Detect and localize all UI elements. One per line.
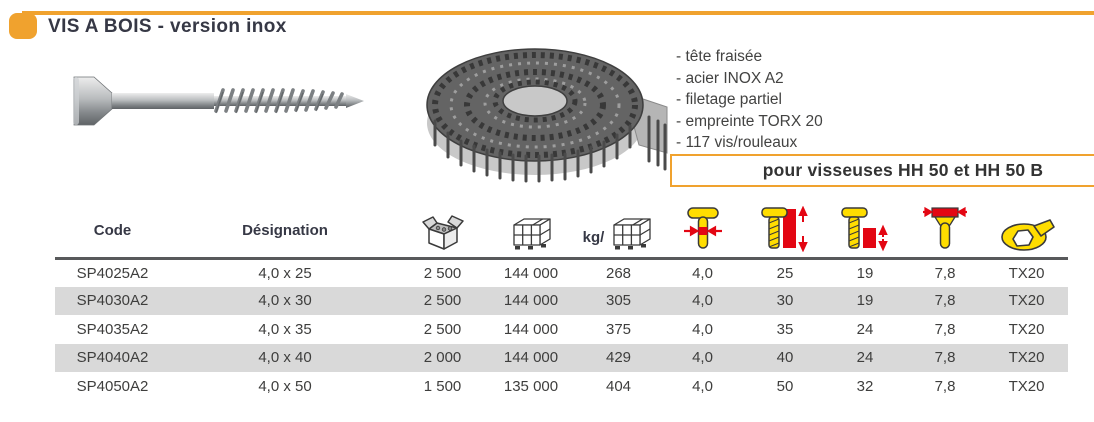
table-cell: TX20 [1008, 320, 1045, 338]
table-cell: 1 500 [423, 377, 462, 395]
table-cell: 4,0 x 35 [258, 320, 312, 338]
table-body [55, 258, 1068, 401]
table-cell: 2 000 [423, 349, 462, 367]
page-title: VIS A BOIS - version inox [48, 16, 287, 37]
spec-item: - tête fraisée [676, 48, 763, 65]
table-cell: 4,0 x 25 [258, 264, 312, 282]
table-cell: TX20 [1008, 349, 1045, 367]
table-cell: 7,8 [934, 292, 956, 310]
table-cell: TX20 [1008, 292, 1045, 310]
table-row [55, 315, 1068, 344]
col-header-diameter [660, 204, 745, 258]
table-row [55, 344, 1068, 373]
table-cell: 144 000 [503, 349, 559, 367]
screw-photo [62, 52, 384, 148]
table-header-row [55, 204, 1068, 258]
screw-length-icon [761, 206, 809, 252]
spec-item: - empreinte TORX 20 [676, 112, 823, 130]
table-cell: 7,8 [934, 264, 956, 282]
table-cell: 135 000 [503, 377, 559, 395]
table-cell: 305 [605, 292, 632, 310]
screw-diameter-icon [683, 206, 723, 252]
table-cell: 4,0 [692, 377, 713, 395]
product-table [55, 204, 1068, 401]
table-cell: 4,0 [692, 292, 713, 310]
spec-item: - filetage partiel [676, 91, 782, 108]
table-cell: 2 500 [423, 264, 462, 282]
spec-item: - acier INOX A2 [676, 69, 784, 87]
table-cell: SP4040A2 [76, 349, 149, 367]
spec-item: - 117 vis/rouleaux [676, 134, 798, 151]
table-cell: 268 [605, 264, 632, 282]
table-cell: 4,0 x 50 [258, 377, 312, 395]
table-cell: 25 [776, 264, 794, 282]
table-cell: 24 [856, 349, 874, 367]
table-cell: 35 [776, 320, 794, 338]
table-cell: 19 [856, 292, 874, 310]
table-cell: 32 [856, 377, 874, 395]
table-cell: 4,0 [692, 320, 713, 338]
table-cell: SP4025A2 [76, 264, 149, 282]
table-cell: 144 000 [503, 264, 559, 282]
table-cell: 40 [776, 349, 794, 367]
table-cell: 24 [856, 320, 874, 338]
table-cell: 144 000 [503, 292, 559, 310]
table-cell: 375 [605, 320, 632, 338]
table-row [55, 287, 1068, 316]
table-cell: SP4050A2 [76, 377, 149, 395]
col-header-drive [985, 204, 1068, 258]
torx-bit-icon [998, 212, 1056, 252]
table-cell: 4,0 x 40 [258, 349, 312, 367]
table-cell: 30 [776, 292, 794, 310]
col-header-code: Code [93, 221, 132, 239]
table-cell: TX20 [1008, 264, 1045, 282]
table-cell: SP4035A2 [76, 320, 149, 338]
table-row [55, 258, 1068, 287]
compatibility-banner [670, 154, 1094, 187]
table-cell: 2 500 [423, 292, 462, 310]
table-cell: 2 500 [423, 320, 462, 338]
table-cell: SP4030A2 [76, 292, 149, 310]
col-header-length [745, 204, 825, 258]
table-cell: 7,8 [934, 320, 956, 338]
table-cell: 144 000 [503, 320, 559, 338]
table-cell: 19 [856, 264, 874, 282]
col-header-per-box [400, 204, 485, 258]
title-chip [9, 13, 37, 39]
table-cell: 7,8 [934, 377, 956, 395]
col-header-thread-length [825, 204, 905, 258]
spec-list [676, 46, 823, 154]
header-rule [22, 11, 1094, 15]
head-diameter-icon [923, 206, 967, 252]
table-cell: 429 [605, 349, 632, 367]
col-header-designation: Désignation [242, 221, 328, 239]
pallet-icon [508, 212, 554, 252]
table-cell: 404 [605, 377, 632, 395]
table-cell: 50 [776, 377, 794, 395]
thread-length-icon [841, 206, 889, 252]
col-header-head-diameter [905, 204, 985, 258]
table-row [55, 372, 1068, 401]
kg-per-pallet-icon [608, 212, 654, 252]
table-cell: 4,0 x 30 [258, 292, 312, 310]
col-header-per-pallet [485, 204, 577, 258]
coil-photo [413, 33, 671, 203]
table-cell: TX20 [1008, 377, 1045, 395]
box-open-icon [421, 212, 465, 252]
table-cell: 4,0 [692, 264, 713, 282]
banner-text: pour visseuses HH 50 et HH 50 B [762, 160, 1044, 180]
col-header-kg-per-pallet [577, 204, 660, 258]
kg-label: kg/ [582, 229, 605, 247]
table-cell: 7,8 [934, 349, 956, 367]
table-cell: 4,0 [692, 349, 713, 367]
